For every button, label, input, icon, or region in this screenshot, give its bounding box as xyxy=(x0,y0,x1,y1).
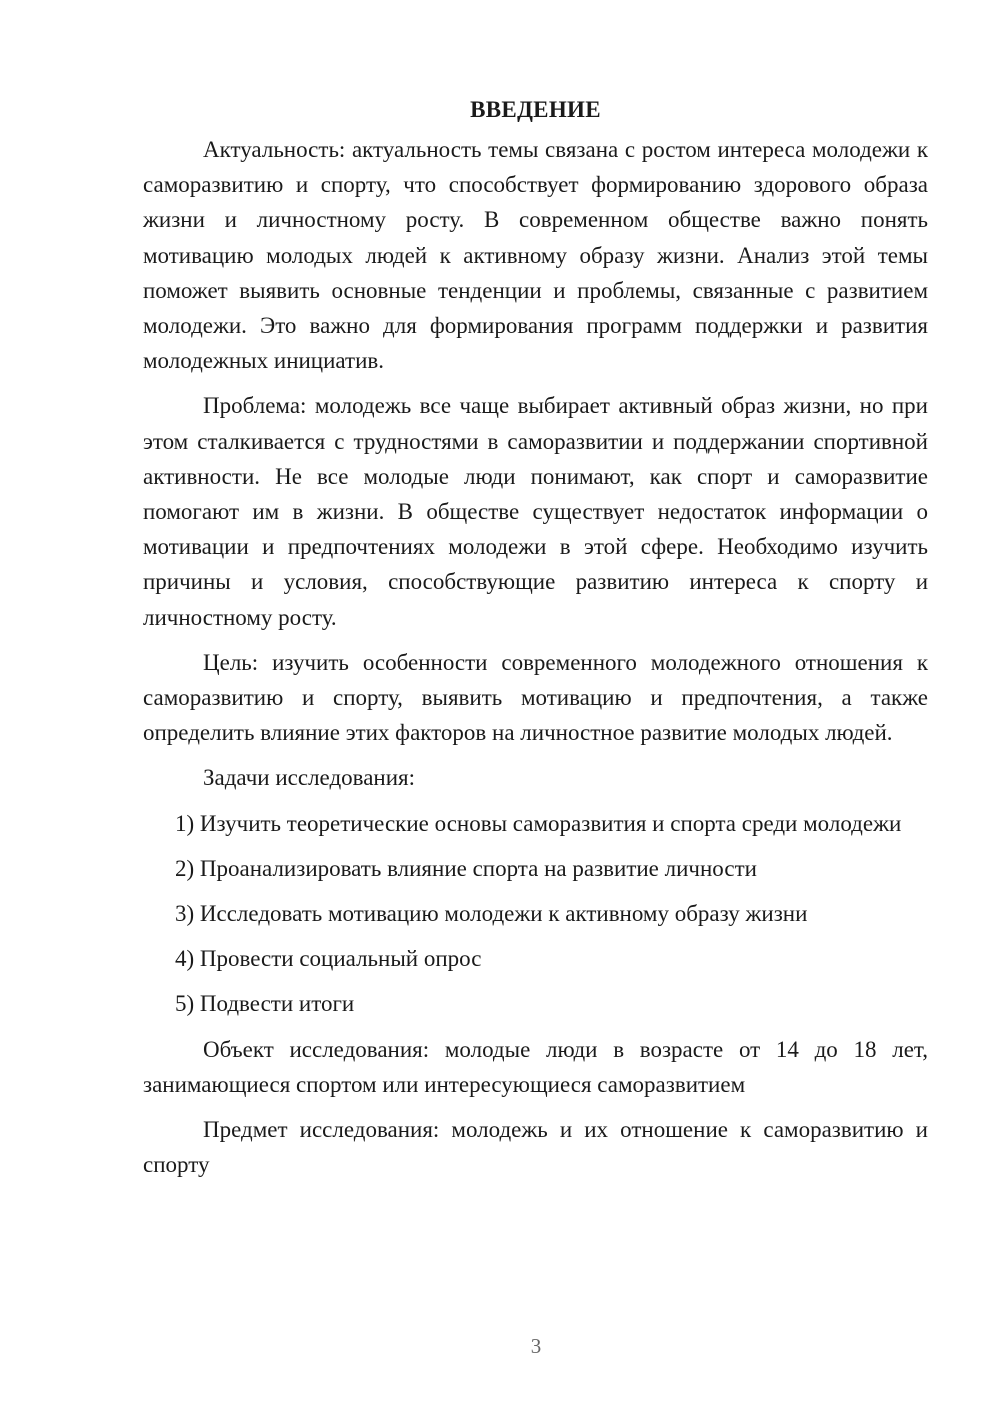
paragraph-object: Объект исследования: молодые люди в возрасте от 14 до 18 лет, занимающиеся спортом или интересующиеся саморазвитием xyxy=(143,1036,928,1097)
paragraph-subject: Предмет исследования: молодежь и их отношение к саморазвитию и спорту xyxy=(143,1117,928,1178)
page-number: 3 xyxy=(530,1334,542,1358)
list-item: 2) Проанализировать влияние спорта на развитие личности xyxy=(175,855,757,881)
list-item: 5) Подвести итоги xyxy=(175,991,355,1017)
list-item: 4) Провести социальный опрос xyxy=(175,946,482,972)
paragraph-goal: Цель: изучить особенности современного молодежного отношения к саморазвитию и спорту, выявить мотивацию и предпочтения, а также определить влияние этих факторов на личностное развитие молодых людей. xyxy=(143,649,928,746)
list-item: 3) Исследовать мотивацию молодежи к активному образу жизни xyxy=(175,901,808,927)
tasks-title: Задачи исследования: xyxy=(203,765,416,791)
document-page xyxy=(143,92,928,1192)
list-item: 1) Изучить теоретические основы саморазвития и спорта среди молодежи xyxy=(175,810,902,836)
tasks-list xyxy=(143,806,928,1022)
page-title: ВВЕДЕНИЕ xyxy=(470,97,601,122)
paragraph-relevance: Актуальность: актуальность темы связана с ростом интереса молодежи к саморазвитию и спорту, что способствует формированию здорового образа жизни и личностному росту. В современном обществе важно понять мотивацию молодых людей к активному образу жизни. Анализ этой темы поможет выявить основные тенденции и проблемы, связанные с развитием молодежи. Это важно для формирования программ поддержки и развития молодежных инициатив. xyxy=(143,137,928,374)
paragraph-problem: Проблема: молодежь все чаще выбирает активный образ жизни, но при этом сталкивается с трудностями в саморазвитии и поддержании спортивной активности. Не все молодые люди понимают, как спорт и саморазвитие помогают им в жизни. В обществе существует недостаток информации о мотивации и предпочтениях молодежи в этой сфере. Необходимо изучить причины и условия, способствующие развитию интереса к спорту и личностному росту. xyxy=(143,393,928,630)
